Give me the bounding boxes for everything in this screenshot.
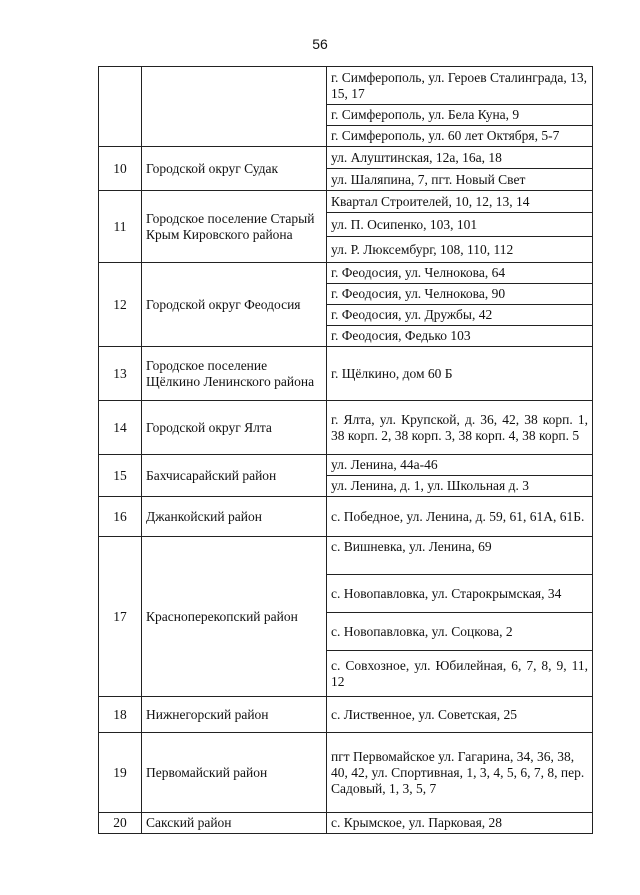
row-number-cell (99, 67, 142, 147)
row-number-cell: 19 (99, 733, 142, 813)
row-number-cell: 16 (99, 497, 142, 537)
table-row (99, 697, 593, 733)
table-row (99, 537, 593, 575)
address-cell: с. Новопавловка, ул. Соцкова, 2 (327, 613, 593, 651)
row-number-cell: 15 (99, 455, 142, 497)
district-name-cell: Городской округ Ялта (142, 401, 327, 455)
address-cell: г. Феодосия, ул. Челнокова, 64 (327, 263, 593, 284)
page-number: 56 (312, 36, 328, 52)
addresses-table (98, 66, 593, 834)
address-cell: г. Симферополь, ул. Героев Сталинграда, 13, 15, 17 (327, 67, 593, 105)
address-cell: с. Крымское, ул. Парковая, 28 (327, 813, 593, 834)
district-name-cell (142, 67, 327, 147)
table-row (99, 733, 593, 813)
row-number-cell: 17 (99, 537, 142, 697)
table-row (99, 67, 593, 105)
address-cell: с. Лиственное, ул. Советская, 25 (327, 697, 593, 733)
address-cell: Квартал Строителей, 10, 12, 13, 14 (327, 191, 593, 213)
address-cell: пгт Первомайское ул. Гагарина, 34, 36, 38, 40, 42, ул. Спортивная, 1, 3, 4, 5, 6, 7, 8, пер. Садовый, 1, 3, 5, 7 (327, 733, 593, 813)
table-row (99, 455, 593, 476)
address-cell: ул. Шаляпина, 7, пгт. Новый Свет (327, 169, 593, 191)
address-cell: г. Щёлкино, дом 60 Б (327, 347, 593, 401)
table-row (99, 401, 593, 455)
row-number-cell: 20 (99, 813, 142, 834)
table-row (99, 497, 593, 537)
address-cell: г. Феодосия, ул. Челнокова, 90 (327, 284, 593, 305)
row-number-cell: 18 (99, 697, 142, 733)
address-cell: ул. Р. Люксембург, 108, 110, 112 (327, 237, 593, 263)
table-row (99, 263, 593, 284)
row-number-cell: 12 (99, 263, 142, 347)
district-name-cell: Городское поселение Щёлкино Ленинского района (142, 347, 327, 401)
table-row (99, 347, 593, 401)
row-number-cell: 10 (99, 147, 142, 191)
address-cell: ул. П. Осипенко, 103, 101 (327, 213, 593, 237)
address-cell: с. Совхозное, ул. Юбилейная, 6, 7, 8, 9, 11, 12 (327, 651, 593, 697)
district-name-cell: Нижнегорский район (142, 697, 327, 733)
address-cell: ул. Ленина, 44а-46 (327, 455, 593, 476)
district-name-cell: Городской округ Судак (142, 147, 327, 191)
district-name-cell: Городской округ Феодосия (142, 263, 327, 347)
address-cell: г. Ялта, ул. Крупской, д. 36, 42, 38 корп. 1, 38 корп. 2, 38 корп. 3, 38 корп. 4, 38 корп. 5 (327, 401, 593, 455)
table-row (99, 147, 593, 169)
row-number-cell: 11 (99, 191, 142, 263)
district-name-cell: Красноперекопский район (142, 537, 327, 697)
address-cell: г. Симферополь, ул. Бела Куна, 9 (327, 105, 593, 126)
table-row (99, 191, 593, 213)
row-number-cell: 14 (99, 401, 142, 455)
district-name-cell: Джанкойский район (142, 497, 327, 537)
address-cell: с. Вишневка, ул. Ленина, 69 (327, 537, 593, 575)
district-name-cell: Первомайский район (142, 733, 327, 813)
district-name-cell: Сакский район (142, 813, 327, 834)
address-cell: г. Феодосия, ул. Дружбы, 42 (327, 305, 593, 326)
address-cell: ул. Алуштинская, 12а, 16а, 18 (327, 147, 593, 169)
address-cell: с. Победное, ул. Ленина, д. 59, 61, 61А, 61Б. (327, 497, 593, 537)
row-number-cell: 13 (99, 347, 142, 401)
district-name-cell: Бахчисарайский район (142, 455, 327, 497)
district-name-cell: Городское поселение Старый Крым Кировского района (142, 191, 327, 263)
address-cell: ул. Ленина, д. 1, ул. Школьная д. 3 (327, 476, 593, 497)
table-row (99, 813, 593, 834)
address-cell: г. Симферополь, ул. 60 лет Октября, 5-7 (327, 126, 593, 147)
address-cell: г. Феодосия, Федько 103 (327, 326, 593, 347)
address-cell: с. Новопавловка, ул. Старокрымская, 34 (327, 575, 593, 613)
